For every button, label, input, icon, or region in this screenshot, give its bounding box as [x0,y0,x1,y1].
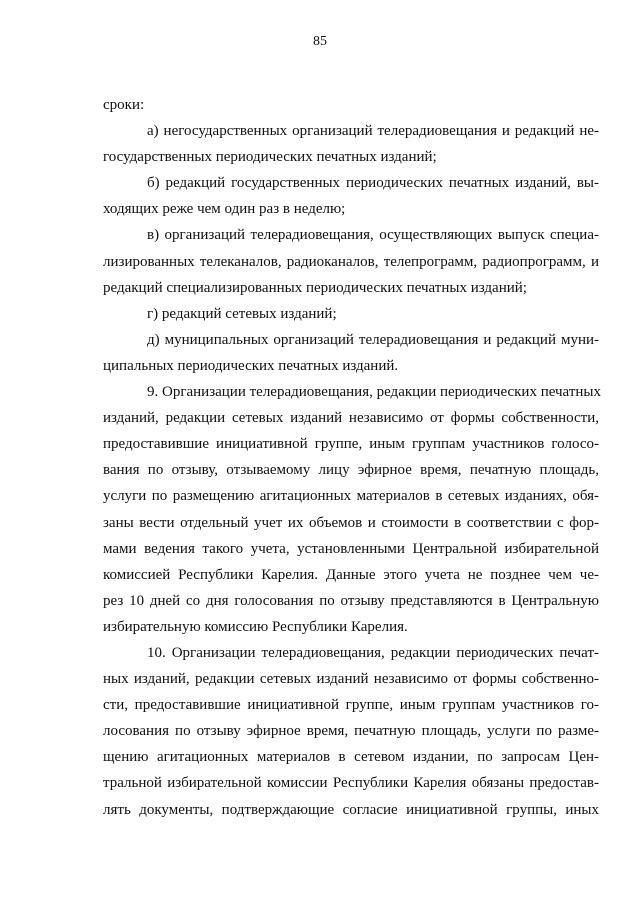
text-line: 10. Организации телерадиовещания, редакции периодических печат- [147,644,599,661]
text-line: изданий, редакции сетевых изданий независимо от формы собственности, [103,410,599,427]
text-line: предоставившие инициативной группе, иным группам участников голосо- [103,436,599,453]
text-line: в) организаций телерадиовещания, осуществляющих выпуск специа- [147,227,599,244]
text-line: редакций специализированных периодических печатных изданий; [103,279,527,296]
text-line: ных изданий, редакции сетевых изданий независимо от формы собственно- [103,671,599,688]
paragraph-clause-10 [103,640,599,823]
paragraph-item-v [103,222,599,300]
text-line: лять документы, подтверждающие согласие инициативной группы, иных [103,801,599,818]
text-line: ходящих реже чем один раз в неделю; [103,201,346,218]
text-line: лизированных телеканалов, радиоканалов, телепрограмм, радиопрограмм, и [103,253,599,270]
text-line: щению агитационных материалов в сетевом издании, по запросам Цен- [103,749,599,766]
text-line: рез 10 дней со дня голосования по отзыву представляются в Центральную [103,592,599,609]
text-line: государственных периодических печатных изданий; [103,149,437,166]
text-line: тральной избирательной комиссии Республики Карелия обязаны предостав- [103,775,599,792]
paragraph-item-g [103,301,599,327]
text-line: г) редакций сетевых изданий; [147,305,337,322]
text-line: сроки: [103,97,145,113]
text-line: ципальных периодических печатных изданий. [103,357,399,374]
text-line: д) муниципальных организаций телерадиовещания и редакций муни- [147,331,599,348]
text-line: комиссией Республики Карелия. Данные этого учета не позднее чем че- [103,566,599,583]
text-line: сти, предоставившие инициативной группе, иным группам участников го- [103,697,599,714]
paragraph-item-d [103,327,599,379]
text-line: избирательную комиссию Республики Карелия. [103,618,408,635]
text-line: вания по отзыву, отзываемому лицу эфирное время, печатную площадь, [103,462,599,479]
text-line: заны вести отдельный учет их объемов и стоимости в соответствии с фор- [103,514,599,531]
paragraph-intro [103,92,599,118]
text-line: 9. Организации телерадиовещания, редакции периодических печатных [147,384,601,401]
text-line: лосования по отзыву эфирное время, печатную площадь, услуги по разме- [103,723,599,740]
page-number: 85 [313,34,327,49]
paragraph-item-b [103,170,599,222]
text-line: а) негосударственных организаций телерадиовещания и редакций не- [147,123,599,140]
text-line: услуги по размещению агитационных материалов в сетевых изданиях, обя- [103,488,599,505]
text-line: мами ведения такого учета, установленными Центральной избирательной [103,540,599,557]
paragraph-clause-9 [103,379,599,640]
paragraph-item-a [103,118,599,170]
document-body [103,92,599,823]
text-line: б) редакций государственных периодических печатных изданий, вы- [147,175,599,192]
